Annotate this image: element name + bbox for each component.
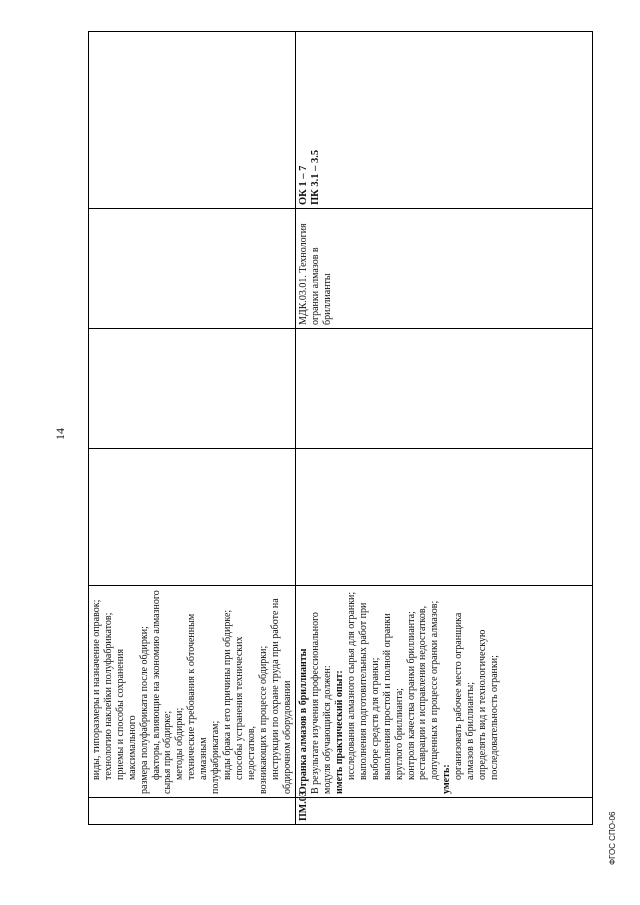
- content-line: виды брака и его причины при обдирке;: [221, 609, 233, 780]
- competences-ok: ОК 1 – 7: [298, 165, 310, 205]
- experience-item: реставрации и исправления недостатков, допущенных в процессе огранки алмазов;: [417, 600, 441, 780]
- content-line: методы обдирки;: [174, 707, 186, 780]
- experience-item: контроля качества огранки бриллианта;: [405, 611, 417, 780]
- content-line: размера полуфабриката после обдирки;: [138, 626, 150, 794]
- content-line: технологию наклейки полуфабрикатов;: [102, 612, 114, 780]
- content-line: возникающих в процессе обдирки;: [257, 645, 269, 794]
- content-line: факторы, влияющие на экономию алмазного: [150, 590, 162, 780]
- skill-item: организовать рабочее место огранщика алмазов в бриллианты;: [453, 612, 477, 780]
- cell-code-empty: [89, 798, 296, 825]
- content-line: виды, типоразмеры и назначение оправок;: [91, 599, 102, 780]
- table-row-pm03: [296, 32, 593, 825]
- competences-pk: ПК 3.1 – 3.5: [310, 149, 322, 205]
- table-row-continuation: [89, 32, 296, 825]
- experience-item: выполнения простой и полной огранки круглого бриллианта;: [381, 613, 405, 780]
- cell-mdk: МДК.03.01. Технология огранки алмазов в бриллианты: [296, 209, 593, 329]
- content-line: инструкции по охране труда при работе на: [269, 598, 281, 780]
- content-line: полуфабрикатам;: [210, 720, 222, 794]
- cell-module-content: [296, 586, 593, 798]
- cell-col3-empty: [296, 449, 593, 586]
- skills-heading: уметь:: [441, 764, 453, 794]
- page-number: 14: [53, 428, 67, 440]
- cell-col4-empty: [89, 329, 296, 449]
- module-title: Огранка алмазов в бриллианты: [298, 648, 310, 794]
- footer-standard-label: ФГОС СПО-06: [608, 811, 617, 865]
- cell-content-continuation: [89, 586, 296, 798]
- experience-item: выполнения подготовительных работ при выборе средств для огранки;: [357, 602, 381, 780]
- curriculum-table: [88, 31, 593, 825]
- cell-module-code: ПМ.03: [296, 798, 593, 825]
- experience-heading: иметь практический опыт:: [334, 670, 346, 794]
- cell-col5-empty: [89, 209, 296, 329]
- content-line: приемы и способы сохранения максимального: [114, 648, 138, 780]
- content-line: способы устранения технических недостатков,: [233, 636, 257, 780]
- content-line: технические требования к обточенным алмазным: [186, 613, 210, 780]
- experience-item: исследования алмазного сырья для огранки;: [346, 591, 358, 780]
- cell-competences: [296, 32, 593, 209]
- cell-col3-empty: [89, 449, 296, 586]
- skill-item: определять вид и технологическую последовательность огранки;: [477, 629, 500, 780]
- content-line: обдирочном оборудовании: [281, 680, 293, 794]
- cell-col6-empty: [89, 32, 296, 209]
- cell-col4-empty: [296, 329, 593, 449]
- content-line: сырья при обдирке;: [162, 710, 174, 794]
- module-intro: В результате изучения профессионального модуля обучающийся должен:: [310, 612, 334, 794]
